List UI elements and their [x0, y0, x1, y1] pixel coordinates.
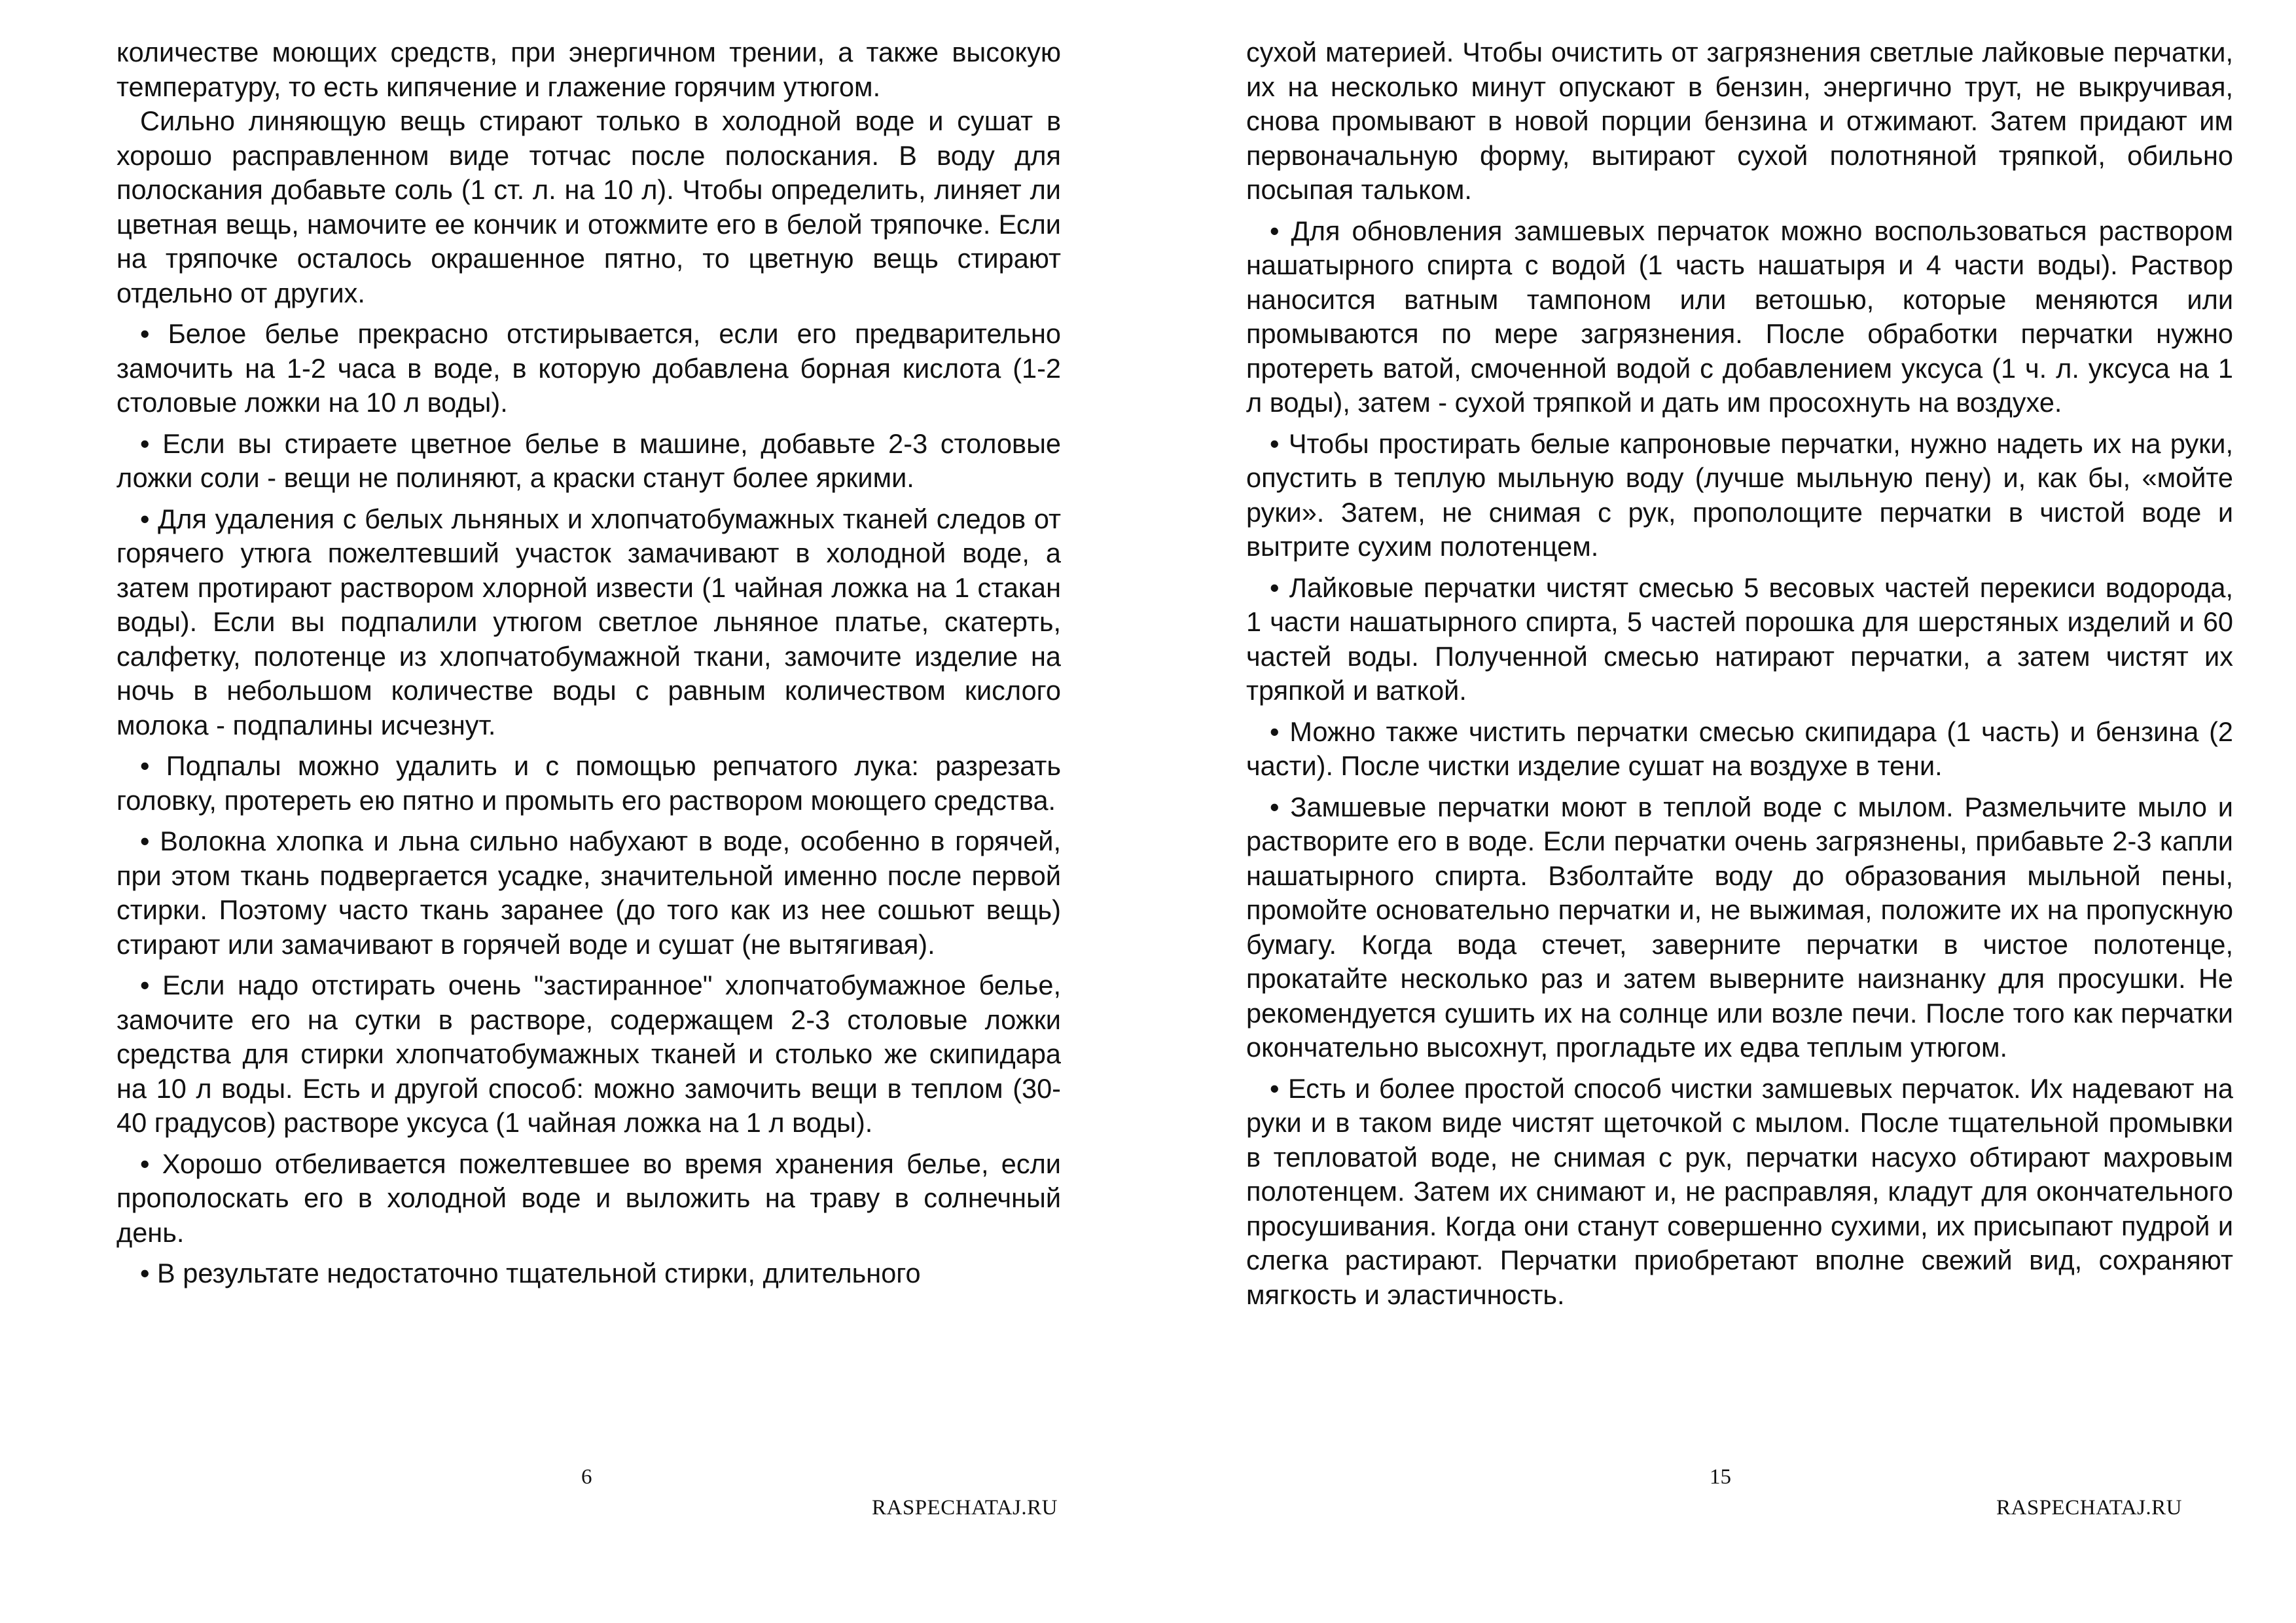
- right-page-text-column: [1246, 35, 2233, 1312]
- bullet-paragraph: • Волокна хлопка и льна сильно набухают в воде, особенно в горячей, при этом ткань подвергается усадке, значительной именно после первой стирки. Поэтому часто ткань заранее (до того как из нее сошьют вещь) стирают или замачивают в горячей воде и сушат (не вытягивая).: [117, 826, 1061, 960]
- bullet-paragraph: • Замшевые перчатки моют в теплой воде с мылом. Размельчите мыло и растворите его в воде. Если перчатки очень загрязнены, прибавьте 2-3 капли нашатырного спирта. Взболтайте воду до образования мыльной пены, промойте основательно перчатки и, не выжимая, положите их на пропускную бумагу. Когда вода стечет, заверните перчатки в чистое полотенце, прокатайте несколько раз и затем выверните наизнанку для просушки. Не рекомендуется сушить их на солнце или возле печи. После того как перчатки окончательно высохнут, прогладьте их едва теплым утюгом.: [1246, 791, 2233, 1063]
- page-number: 15: [1710, 1465, 1731, 1489]
- bullet-paragraph: • Лайковые перчатки чистят смесью 5 весовых частей перекиси водорода, 1 части нашатырного спирта, 5 частей порошка для шерстяных изделий и 60 частей воды. Полученной смесью натирают перчатки, а затем чистят их тряпкой и ваткой.: [1246, 572, 2233, 706]
- bullet-paragraph: • Для удаления с белых льняных и хлопчатобумажных тканей следов от горячего утюга пожелтевший участок замачивают в холодной воде, а затем протирают раствором хлорной извести (1 чайная ложка на 1 стакан воды). Если вы подпалили утюгом светлое льняное платье, скатерть, салфетку, полотенце из хлопчатобумажной ткани, замочите изделие на ночь в небольшом количестве воды с равным количеством кислого молока - подпалины исчезнут.: [117, 503, 1061, 740]
- paragraph: Сильно линяющую вещь стирают только в холодной воде и сушат в хорошо расправленном виде тотчас после полоскания. В воду для полоскания добавьте соль (1 ст. л. на 10 л). Чтобы определить, линяет ли цветная вещь, намочите ее кончик и отожмите его в белой тряпочке. Если на тряпочке осталось окрашенное пятно, то цветную вещь стирают отдельно от других.: [117, 105, 1061, 308]
- paragraph: сухой материей. Чтобы очистить от загрязнения светлые лайковые перчатки, их на несколько минут опускают в бензин, энергично трут, не выкручивая, снова промывают в новой порции бензина и отжимают. Затем придают им первоначальную форму, вытирают сухой полотняной тряпкой, обильно посыпая тальком.: [1246, 37, 2233, 205]
- bullet-paragraph: • Можно также чистить перчатки смесью скипидара (1 часть) и бензина (2 части). После чистки изделие сушат на воздухе в тени.: [1246, 716, 2233, 781]
- bullet-paragraph: • Если надо отстирать очень "застиранное" хлопчатобумажное белье, замочите его на сутки в растворе, содержащем 2-3 столовые ложки средства для стирки хлопчатобумажных тканей и столько же скипидара на 10 л воды. Есть и другой способ: можно замочить вещи в теплом (30-40 градусов) растворе уксуса (1 чайная ложка на 1 л воды).: [117, 970, 1061, 1138]
- bullet-paragraph: • Для обновления замшевых перчаток можно воспользоваться раствором нашатырного спирта с водой (1 часть нашатыря и 4 части воды). Раствор наносится ватным тампоном или ветошью, которые меняются или промываются по мере загрязнения. После обработки перчатки нужно протереть ватой, смоченной водой с добавлением уксуса (1 ч. л. уксуса на 1 л воды), затем - сухой тряпкой и дать им просохнуть на воздухе.: [1246, 215, 2233, 418]
- page-number: 6: [581, 1465, 592, 1489]
- bullet-paragraph: • Белое белье прекрасно отстирывается, если его предварительно замочить на 1-2 часа в воде, в которую добавлена борная кислота (1-2 столовые ложки на 10 л воды).: [117, 318, 1061, 418]
- bullet-paragraph: • Чтобы простирать белые капроновые перчатки, нужно надеть их на руки, опустить в теплую мыльную воду (лучше мыльную пену) и, как бы, «мойте руки». Затем, не снимая с рук, прополощите перчатки в чистой воде и вытрите сухим полотенцем.: [1246, 428, 2233, 562]
- bullet-paragraph: • Хорошо отбеливается пожелтевшее во время хранения белье, если прополоскать его в холодной воде и выложить на траву в солнечный день.: [117, 1148, 1061, 1248]
- bullet-paragraph: • Если вы стираете цветное белье в машине, добавьте 2-3 столовые ложки соли - вещи не полиняют, а краски станут более яркими.: [117, 428, 1061, 493]
- bullet-paragraph: • Есть и более простой способ чистки замшевых перчаток. Их надевают на руки и в таком виде чистят щеточкой с мылом. После тщательной промывки в тепловатой воде, не снимая с рук, перчатки насухо обтирают махровым полотенцем. Затем их снимают и, не расправляя, кладут для окончательного просушивания. Когда они станут совершенно сухими, их присыпают пудрой и слегка растирают. Перчатки приобретают вполне свежий вид, сохраняют мягкость и эластичность.: [1246, 1072, 2233, 1310]
- right-page: [1148, 0, 2296, 1623]
- site-label: RASPECHATAJ.RU: [872, 1496, 1058, 1520]
- left-page-text-column: [117, 35, 1061, 1291]
- bullet-paragraph: • В результате недостаточно тщательной стирки, длительного: [140, 1258, 921, 1288]
- bullet-paragraph: • Подпалы можно удалить и с помощью репчатого лука: разрезать головку, протереть ею пятно и промыть его раствором моющего средства.: [117, 750, 1061, 816]
- paragraph: количестве моющих средств, при энергичном трении, а также высокую температуру, то есть кипячение и глажение горячим утюгом.: [117, 37, 1061, 102]
- site-label: RASPECHATAJ.RU: [1996, 1496, 2183, 1520]
